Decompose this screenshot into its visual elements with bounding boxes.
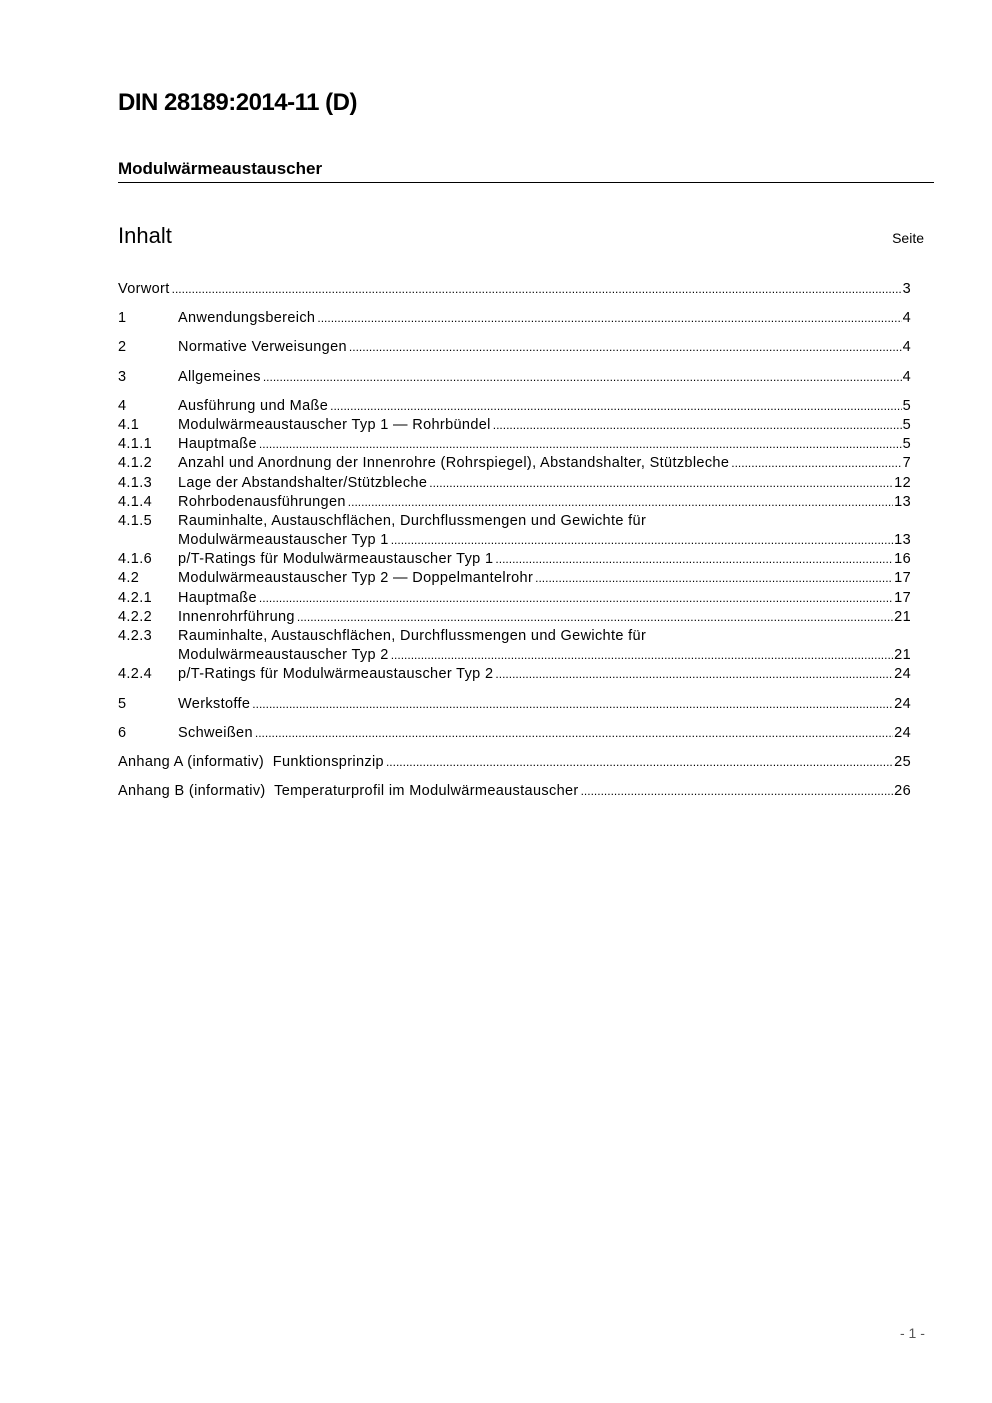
toc-entry-page: 12 xyxy=(894,474,911,491)
toc-entry-4-1-3[interactable] xyxy=(118,474,911,493)
toc-entry-number: 2 xyxy=(118,339,127,356)
toc-entry-title: Anzahl und Anordnung der Innenrohre (Rohrspiegel), Abstandshalter, Stützbleche xyxy=(178,454,729,473)
toc-entry-title: Schweißen xyxy=(178,724,253,743)
toc-entry-page: 21 xyxy=(894,647,911,664)
toc-entry-4-2-3-continuation[interactable] xyxy=(118,646,911,665)
dot-leader xyxy=(261,368,902,387)
toc-entry-page: 26 xyxy=(894,783,911,800)
dot-leader xyxy=(253,724,893,743)
toc-entry-number: 3 xyxy=(118,368,127,385)
toc-entry-number: 4.1.6 xyxy=(118,551,152,568)
dot-leader xyxy=(347,338,902,357)
toc-entry-title: p/T-Ratings für Modulwärmeaustauscher Typ 1 xyxy=(178,550,493,569)
toc-entry-page: 24 xyxy=(894,695,911,712)
toc-entry-number: 4.2.2 xyxy=(118,608,152,625)
toc-entry-page: 17 xyxy=(894,589,911,606)
toc-entry-page: 21 xyxy=(894,608,911,625)
page-number: - 1 - xyxy=(900,1325,925,1341)
toc-entry-4-1-2[interactable] xyxy=(118,454,911,473)
toc-entry-title: Ausführung und Maße xyxy=(178,397,328,416)
dot-leader xyxy=(729,454,901,473)
toc-entry-title: p/T-Ratings für Modulwärmeaustauscher Typ 2 xyxy=(178,665,493,684)
toc-entry-page: 24 xyxy=(894,666,911,683)
toc-entry-number: 4.1.1 xyxy=(118,436,152,453)
toc-entry-title: Funktionsprinzip xyxy=(272,753,384,770)
toc-entry-page: 16 xyxy=(894,551,911,568)
toc-entry-4-2-3[interactable] xyxy=(118,627,911,646)
dot-leader xyxy=(533,569,893,588)
toc-entry-number: 4 xyxy=(118,397,127,414)
table-of-contents xyxy=(118,280,911,801)
dot-leader xyxy=(295,608,893,627)
toc-entry-4[interactable] xyxy=(118,397,911,416)
toc-entry-2[interactable] xyxy=(118,338,911,357)
dot-leader xyxy=(250,695,893,714)
toc-entry-title: Rauminhalte, Austauschflächen, Durchflussmengen und Gewichte für xyxy=(178,512,647,529)
toc-entry-4-1[interactable] xyxy=(118,416,911,435)
toc-entry-page: 4 xyxy=(902,368,911,385)
toc-entry-number: 4.1.4 xyxy=(118,493,152,510)
toc-entry-title: Normative Verweisungen xyxy=(178,338,347,357)
toc-entry-number: 4.2.1 xyxy=(118,589,152,606)
toc-entry-title: Allgemeines xyxy=(178,368,261,387)
toc-entry-4-1-6[interactable] xyxy=(118,550,911,569)
toc-entry-page: 3 xyxy=(902,281,911,297)
toc-entry-4-2-2[interactable] xyxy=(118,608,911,627)
toc-entry-number: 4.2.4 xyxy=(118,666,152,683)
dot-leader xyxy=(170,280,902,299)
toc-entry-title: Rauminhalte, Austauschflächen, Durchflussmengen und Gewichte für xyxy=(178,628,647,644)
toc-entry-title: Werkstoffe xyxy=(178,695,250,714)
toc-entry-number: 1 xyxy=(118,310,127,327)
dot-leader xyxy=(257,589,893,608)
toc-entry-page: 13 xyxy=(894,493,911,510)
toc-entry-4-2[interactable] xyxy=(118,569,911,588)
toc-entry-page: 4 xyxy=(902,339,911,356)
toc-entry-4-1-5[interactable] xyxy=(118,512,911,531)
toc-entry-number: 4.1 xyxy=(118,416,140,433)
toc-entry-page: 7 xyxy=(902,455,911,472)
toc-entry-title: Hauptmaße xyxy=(178,435,257,454)
toc-entry-number: 5 xyxy=(118,695,127,712)
annex-label: Anhang B xyxy=(118,783,185,800)
toc-entry-page: 25 xyxy=(894,753,911,770)
dot-leader xyxy=(579,782,894,801)
toc-entry-number: 4.1.2 xyxy=(118,455,152,472)
toc-entry-1[interactable] xyxy=(118,309,911,328)
dot-leader xyxy=(346,493,893,512)
toc-entry-number: 4.1.3 xyxy=(118,474,152,491)
dot-leader xyxy=(389,531,893,550)
annex-note: (informativ) xyxy=(188,783,266,800)
toc-heading: Inhalt xyxy=(118,223,172,248)
toc-entry-title: Vorwort xyxy=(118,280,170,299)
toc-entry-4-1-1[interactable] xyxy=(118,435,911,454)
toc-entry-number: 6 xyxy=(118,724,127,741)
toc-entry-title-continued: Modulwärmeaustauscher Typ 2 xyxy=(178,646,389,665)
toc-entry-title: Lage der Abstandshalter/Stützbleche xyxy=(178,474,427,493)
toc-entry-4-2-1[interactable] xyxy=(118,589,911,608)
dot-leader xyxy=(493,550,893,569)
dot-leader xyxy=(427,474,893,493)
toc-entry-6[interactable] xyxy=(118,724,911,743)
toc-entry-page: 4 xyxy=(902,310,911,327)
toc-entry-3[interactable] xyxy=(118,368,911,387)
dot-leader xyxy=(491,416,902,435)
toc-entry-page: 5 xyxy=(902,436,911,453)
toc-entry-anhang-b[interactable] xyxy=(118,782,911,801)
document-id-title: DIN 28189:2014-11 (D) xyxy=(118,89,357,116)
toc-entry-page: 17 xyxy=(894,570,911,587)
annex-label: Anhang A xyxy=(118,753,183,770)
annex-note: (informativ) xyxy=(187,753,265,770)
toc-entry-number: 4.1.5 xyxy=(118,512,152,529)
toc-entry-title-group xyxy=(118,782,579,801)
toc-entry-page: 5 xyxy=(902,416,911,433)
dot-leader xyxy=(257,435,902,454)
toc-entry-number: 4.2 xyxy=(118,570,140,587)
dot-leader xyxy=(389,646,893,665)
dot-leader xyxy=(315,309,901,328)
toc-entry-page: 24 xyxy=(894,724,911,741)
toc-entry-title: Modulwärmeaustauscher Typ 2 — Doppelmantelrohr xyxy=(178,569,533,588)
toc-entry-5[interactable] xyxy=(118,695,911,714)
toc-entry-page: 5 xyxy=(902,397,911,414)
toc-entry-title-continued: Modulwärmeaustauscher Typ 1 xyxy=(178,531,389,550)
toc-entry-page: 13 xyxy=(894,532,911,549)
toc-entry-vorwort[interactable] xyxy=(118,280,911,299)
document-subtitle: Modulwärmeaustauscher xyxy=(118,159,323,178)
dot-leader xyxy=(384,753,893,772)
toc-entry-title: Temperaturprofil im Modulwärmeaustauscher xyxy=(274,783,579,800)
toc-entry-title-group xyxy=(118,753,384,772)
toc-entry-4-2-4[interactable] xyxy=(118,665,911,684)
toc-entry-title: Innenrohrführung xyxy=(178,608,295,627)
toc-entry-4-1-4[interactable] xyxy=(118,493,911,512)
dot-leader xyxy=(328,397,901,416)
toc-entry-anhang-a[interactable] xyxy=(118,753,911,772)
toc-entry-4-1-5-continuation[interactable] xyxy=(118,531,911,550)
toc-entry-title: Hauptmaße xyxy=(178,589,257,608)
toc-entry-number: 4.2.3 xyxy=(118,628,152,644)
toc-entry-title: Modulwärmeaustauscher Typ 1 — Rohrbündel xyxy=(178,416,491,435)
toc-entry-title: Rohrbodenausführungen xyxy=(178,493,346,512)
toc-entry-title: Anwendungsbereich xyxy=(178,309,315,328)
toc-page-column-label: Seite xyxy=(892,230,924,246)
dot-leader xyxy=(493,665,893,684)
title-divider xyxy=(118,182,934,183)
